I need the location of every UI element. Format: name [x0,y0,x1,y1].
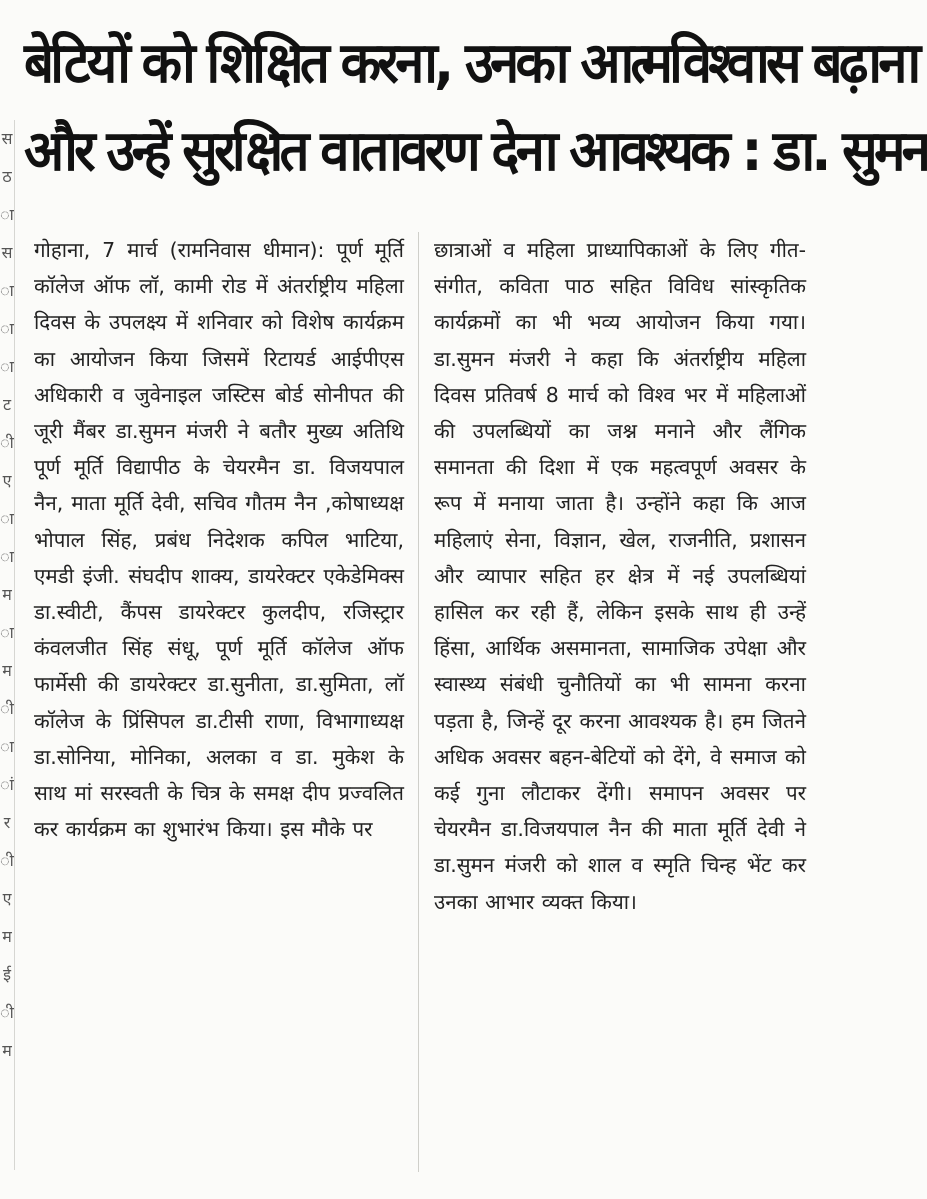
article-column-left: गोहाना, 7 मार्च (रामनिवास धीमान): पूर्ण मूर्ति कॉलेज ऑफ लॉ, कामी रोड में अंतर्राष्ट्रीय महिला दिवस के उपलक्ष्य में शनिवार को विशेष कार्यक्रम का आयोजन किया जिसमें रिटायर्ड आईपीएस अधिकारी व जुवेनाइल जस्टिस बोर्ड सोनीपत की जूरी मैंबर डा.सुमन मंजरी ने बतौर मुख्य अतिथि पूर्ण मूर्ति विद्यापीठ के चेयरमैन डा. विजयपाल नैन, माता मूर्ति देवी, सचिव गौतम नैन ,कोषाध्यक्ष भोपाल सिंह, प्रबंध निदेशक कपिल भाटिया, एमडी इंजी. संघदीप शाक्य, डायरेक्टर एकेडेमिक्स डा.स्वीटी, कैंपस डायरेक्टर कुलदीप, रजिस्ट्रार कंवलजीत सिंह संधू, पूर्ण मूर्ति कॉलेज ऑफ फार्मेसी की डायरेक्टर डा.सुनीता, डा.सुमिता, लॉ कॉलेज के प्रिंसिपल डा.टीसी राणा, विभागाध्यक्ष डा.सोनिया, मोनिका, अलका व डा. मुकेश के साथ मां सरस्वती के चित्र के समक्ष दीप प्रज्वलित कर कार्यक्रम का शुभारंभ किया। इस मौके पर [34,238,404,842]
headline [24,20,927,196]
adjacent-column-fragment: स ठ ा स ा ा ा ट ी ए ा ा म ा म ी ा ां र ी ए म ई ी म [0,120,15,1170]
column-divider [418,232,419,1172]
headline-line-1: बेटियों को शिक्षित करना, उनका आत्मविश्वास बढ़ाना [24,31,918,96]
article-column-right: छात्राओं व महिला प्राध्यापिकाओं के लिए गीत-संगीत, कविता पाठ सहित विविध सांस्कृतिक कार्यक्रमों का भी भव्य आयोजन किया गया। डा.सुमन मंजरी ने कहा कि अंतर्राष्ट्रीय महिला दिवस प्रतिवर्ष 8 मार्च को विश्व भर में महिलाओं की उपलब्धियों का जश्न मनाने और लैंगिक समानता की दिशा में एक महत्वपूर्ण अवसर के रूप में मनाया जाता है। उन्होंने कहा कि आज महिलाएं सेना, विज्ञान, खेल, राजनीति, प्रशासन और व्यापार सहित हर क्षेत्र में नई उपलब्धियां हासिल कर रही हैं, लेकिन इसके साथ ही उन्हें हिंसा, आर्थिक असमानता, सामाजिक उपेक्षा और स्वास्थ्य संबंधी चुनौतियों का भी सामना करना पड़ता है, जिन्हें दूर करना आवश्यक है। हम जितने अधिक अवसर बहन-बेटियों को देंगे, वे समाज को कई गुना लौटाकर देंगी। समापन अवसर पर चेयरमैन डा.विजयपाल नैन की माता मूर्ति देवी ने डा.सुमन मंजरी को शाल व स्मृति चिन्ह भेंट कर उनका आभार व्यक्त किया। [434,238,806,914]
headline-line-2: और उन्हें सुरक्षित वातावरण देना आवश्यक : डा. सुमन [24,119,927,184]
